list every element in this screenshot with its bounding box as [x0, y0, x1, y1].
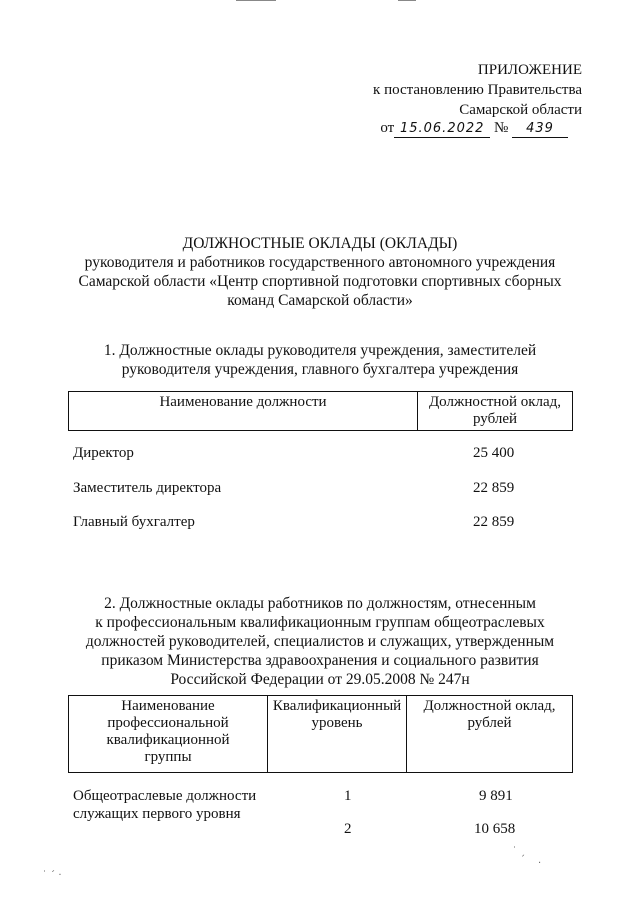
col-salary-header-line1: Должностной оклад,	[428, 394, 562, 410]
doc-title-line3: команд Самарской области»	[227, 292, 413, 309]
scan-mark	[398, 0, 416, 1]
table-row-level: 2	[344, 821, 352, 837]
table-row-position: Директор	[73, 445, 134, 461]
appendix-line2: Самарской области	[459, 102, 582, 118]
col-level-header-line1: Квалификационный	[272, 698, 402, 714]
section2-heading-line3: должностей руководителей, специалистов и служащих, утвержденным	[85, 633, 555, 650]
date-prefix: от	[380, 120, 395, 136]
scan-mark	[236, 0, 276, 1]
doc-heading: ДОЛЖНОСТНЫЕ ОКЛАДЫ (ОКЛАДЫ)	[182, 235, 458, 252]
table-row-salary: 25 400	[473, 445, 515, 461]
table-row-salary: 22 859	[473, 514, 515, 530]
table-row-position: Главный бухгалтер	[73, 514, 195, 530]
col-salary-header-line2: рублей	[472, 411, 518, 427]
section2-heading-line5: Российской Федерации от 29.05.2008 № 247н	[170, 671, 470, 688]
col-group-header	[69, 696, 268, 773]
col-position-header: Наименование должности	[69, 392, 418, 431]
col-salary-header-line1: Должностной оклад,	[423, 698, 556, 714]
section2-heading-line2: к профессиональным квалификационным группам общеотраслевых	[95, 614, 545, 631]
section1-heading-line1: 1. Должностные оклады руководителя учреждения, заместителей	[103, 342, 537, 359]
group-name-line2: служащих первого уровня	[73, 806, 241, 822]
col-group-header-line1: Наименование	[121, 698, 215, 714]
col-salary-header	[418, 392, 573, 431]
table-row-level: 1	[344, 788, 352, 804]
appendix-title: ПРИЛОЖЕНИЕ	[477, 62, 582, 78]
col-group-header-line2: профессиональной	[107, 715, 229, 731]
number-value: 439	[512, 121, 568, 138]
number-prefix: №	[493, 120, 509, 136]
doc-title-line2: Самарской области «Центр спортивной подготовки спортивных сборных	[78, 273, 562, 290]
table-row-salary: 9 891	[479, 788, 513, 804]
col-group-header-line4: группы	[144, 749, 192, 765]
col-level-header-line2: уровень	[311, 715, 363, 731]
table-row-salary: 10 658	[474, 821, 516, 837]
section1-table-header	[68, 391, 573, 431]
group-name-line1: Общеотраслевые должности	[73, 788, 257, 804]
col-salary-header	[407, 696, 573, 773]
section2-heading-line4: приказом Министерства здравоохранения и социального развития	[101, 652, 539, 669]
col-level-header	[268, 696, 407, 773]
scan-speck: ·	[538, 858, 542, 869]
scan-speck: ˙ ˊ ·	[42, 870, 62, 881]
col-group-header-line3: квалификационной	[106, 732, 230, 748]
section1-heading-line2: руководителя учреждения, главного бухгалтера учреждения	[121, 361, 519, 378]
col-salary-header-line2: рублей	[467, 715, 512, 731]
date-value: 15.06.2022	[394, 121, 490, 138]
table-row-position: Заместитель директора	[73, 480, 222, 496]
section2-table-header	[68, 695, 573, 773]
doc-title-line1: руководителя и работников государственного автономного учреждения	[84, 254, 556, 271]
scan-speck: ˙ ˏ	[512, 846, 526, 857]
table-row-salary: 22 859	[473, 480, 515, 496]
section2-heading-line1: 2. Должностные оклады работников по должностям, отнесенным	[104, 595, 536, 612]
appendix-line1: к постановлению Правительства	[373, 82, 582, 98]
appendix-date-line	[380, 118, 568, 138]
